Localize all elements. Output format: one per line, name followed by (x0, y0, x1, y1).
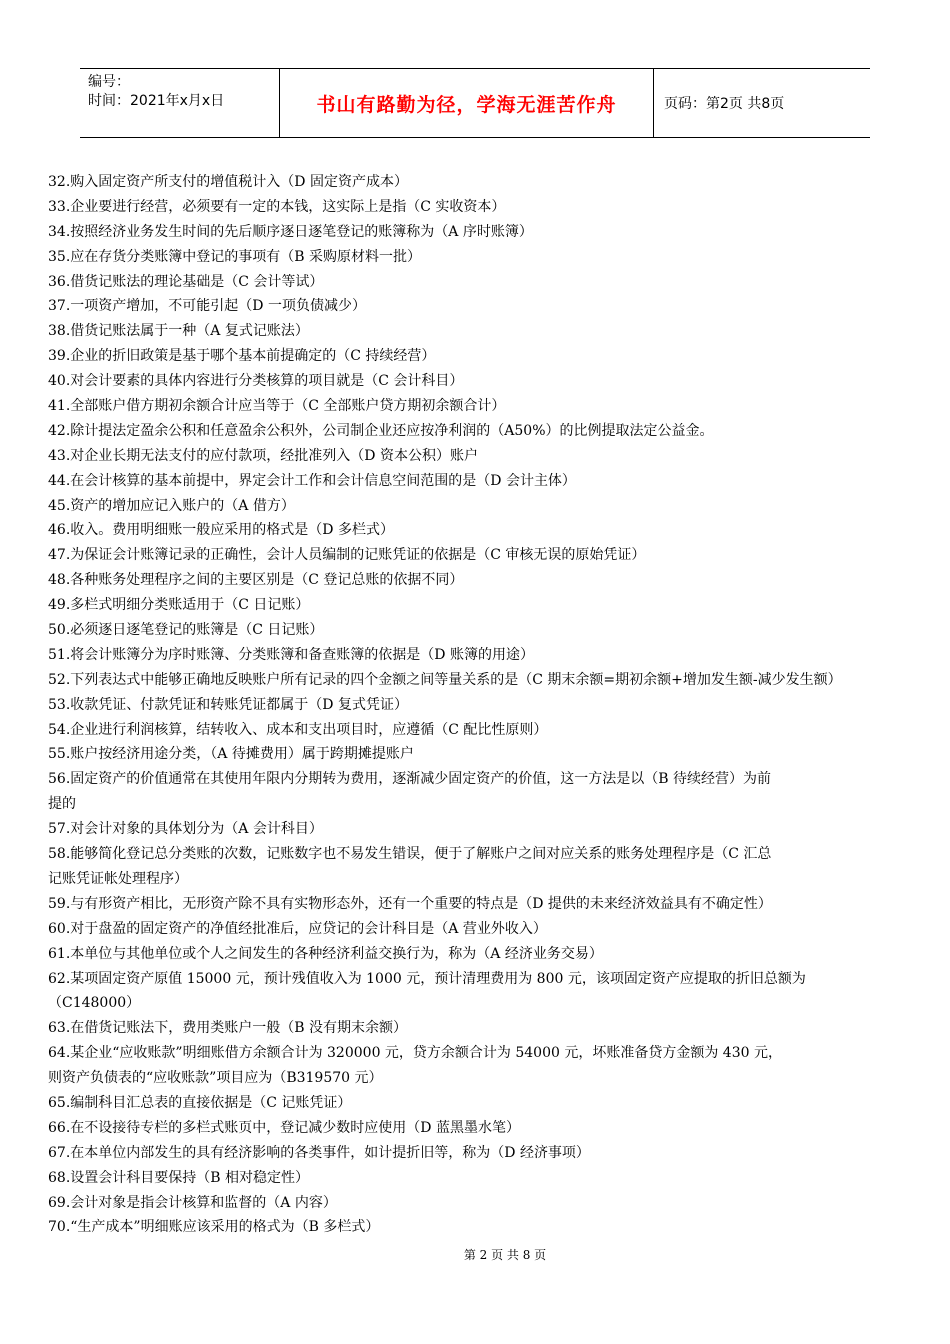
question-line: 32.购入固定资产所支付的增值税计入（D 固定资产成本） (48, 174, 408, 190)
question-line: 65.编制科目汇总表的直接依据是（C 记账凭证） (48, 1094, 352, 1111)
question-line: （C148000） (48, 995, 141, 1012)
page-footer: 第 2 页 共 8 页 (463, 1248, 547, 1262)
question-line: 49.多栏式明细分类账适用于（C 日记账） (48, 597, 310, 614)
question-line: 44.在会计核算的基本前提中，界定会计工作和会计信息空间范围的是（D 会计主体） (48, 472, 576, 489)
question-line: 41.全部账户借方期初余额合计应当等于（C 全部账户贷方期初余额合计） (48, 398, 506, 415)
question-line: 50.必须逐日逐笔登记的账簿是（C 日记账） (48, 622, 324, 639)
question-line: 46.收入。费用明细账一般应采用的格式是（D 多栏式） (48, 522, 394, 539)
page-header (80, 68, 870, 138)
header-motto: 书山有路勤为径，学海无涯苦作舟 (280, 69, 654, 137)
question-line: 51.将会计账簿分为序时账簿、分类账簿和备查账簿的依据是（D 账簿的用途） (48, 646, 534, 663)
question-line: 33.企业要进行经营，必须要有一定的本钱，这实际上是指（C 实收资本） (48, 198, 506, 215)
question-line: 40.对会计要素的具体内容进行分类核算的项目就是（C 会计科目） (48, 373, 464, 390)
question-line: 59.与有形资产相比，无形资产除不具有实物形态外，还有一个重要的特点是（D 提供的未来经济效益具有不确定性） (48, 895, 772, 912)
question-line: 62.某项固定资产原值 15000 元，预计残值收入为 1000 元，预计清理费用为 800 元，该项固定资产应提取的折旧总额为 (48, 970, 806, 987)
question-line: 54.企业进行利润核算，结转收入、成本和支出项目时，应遵循（C 配比性原则） (48, 721, 548, 738)
question-line: 37.一项资产增加，不可能引起（D 一项负债减少） (48, 298, 366, 315)
question-line: 61.本单位与其他单位或个人之间发生的各种经济利益交换行为，称为（A 经济业务交易） (48, 945, 603, 962)
question-line: 66.在不设接待专栏的多栏式账页中，登记减少数时应使用（D 蓝黑墨水笔） (48, 1119, 520, 1136)
question-line: 47.为保证会计账簿记录的正确性，会计人员编制的记账凭证的依据是（C 审核无误的原始凭证） (48, 547, 646, 564)
serial-label: 编号： (88, 74, 130, 90)
question-line: 56.固定资产的价值通常在其使用年限内分期转为费用，逐渐减少固定资产的价值，这一方法是以（B 待续经营）为前 (48, 771, 771, 788)
question-list (48, 170, 908, 1240)
header-page-info: 页码：第2页 共8页 (664, 96, 785, 112)
question-line: 35.应在存货分类账簿中登记的事项有（B 采购原材料一批） (48, 248, 422, 265)
date-label: 时间：2021年x月x日 (88, 93, 225, 109)
question-line: 则资产负债表的“应收账款”项目应为（B319570 元） (48, 1070, 383, 1087)
header-meta (80, 69, 280, 137)
question-line: 70.“生产成本”明细账应该采用的格式为（B 多栏式） (48, 1219, 380, 1236)
question-line: 57.对会计对象的具体划分为（A 会计科目） (48, 821, 323, 838)
question-line: 53.收款凭证、付款凭证和转账凭证都属于（D 复式凭证） (48, 696, 408, 713)
question-line: 48.各种账务处理程序之间的主要区别是（C 登记总账的依据不同） (48, 572, 464, 589)
question-line: 63.在借货记账法下，费用类账户一般（B 没有期末余额） (48, 1020, 408, 1037)
question-line: 64.某企业“应收账款”明细账借方余额合计为 320000 元，贷方余额合计为 54000 元，坏账准备贷方金额为 430 元， (48, 1045, 782, 1062)
question-line: 60.对于盘盈的固定资产的净值经批准后，应贷记的会计科目是（A 营业外收入） (48, 920, 547, 937)
question-line: 55.账户按经济用途分类，（A 待摊费用）属于跨期摊提账户 (48, 746, 414, 763)
question-line: 39.企业的折旧政策是基于哪个基本前提确定的（C 持续经营） (48, 348, 436, 365)
question-line: 34.按照经济业务发生时间的先后顺序逐日逐笔登记的账簿称为（A 序时账簿） (48, 223, 533, 240)
question-line: 45.资产的增加应记入账户的（A 借方） (48, 497, 295, 514)
question-line: 记账凭证帐处理程序） (48, 870, 188, 887)
question-line: 58.能够简化登记总分类账的次数，记账数字也不易发生错误，便于了解账户之间对应关系的账务处理程序是（C 汇总 (48, 846, 772, 863)
question-line: 43.对企业长期无法支付的应付款项，经批准列入（D 资本公积）账户 (48, 447, 478, 464)
question-line: 67.在本单位内部发生的具有经济影响的各类事件，如计提折旧等，称为（D 经济事项） (48, 1144, 590, 1161)
question-line: 36.借货记账法的理论基础是（C 会计等试） (48, 273, 324, 290)
question-line: 42.除计提法定盈余公积和任意盈余公积外，公司制企业还应按净利润的（A50%）的比例提取法定公益金。 (48, 422, 714, 439)
question-line: 68.设置会计科目要保持（B 相对稳定性） (48, 1169, 310, 1186)
question-line: 38.借货记账法属于一种（A 复式记账法） (48, 323, 309, 340)
question-line: 提的 (48, 796, 76, 813)
question-line: 52.下列表达式中能够正确地反映账户所有记录的四个金额之间等量关系的是（C 期末余额=期初余额+增加发生额-减少发生额） (48, 671, 842, 688)
question-line: 69.会计对象是指会计核算和监督的（A 内容） (48, 1194, 337, 1211)
